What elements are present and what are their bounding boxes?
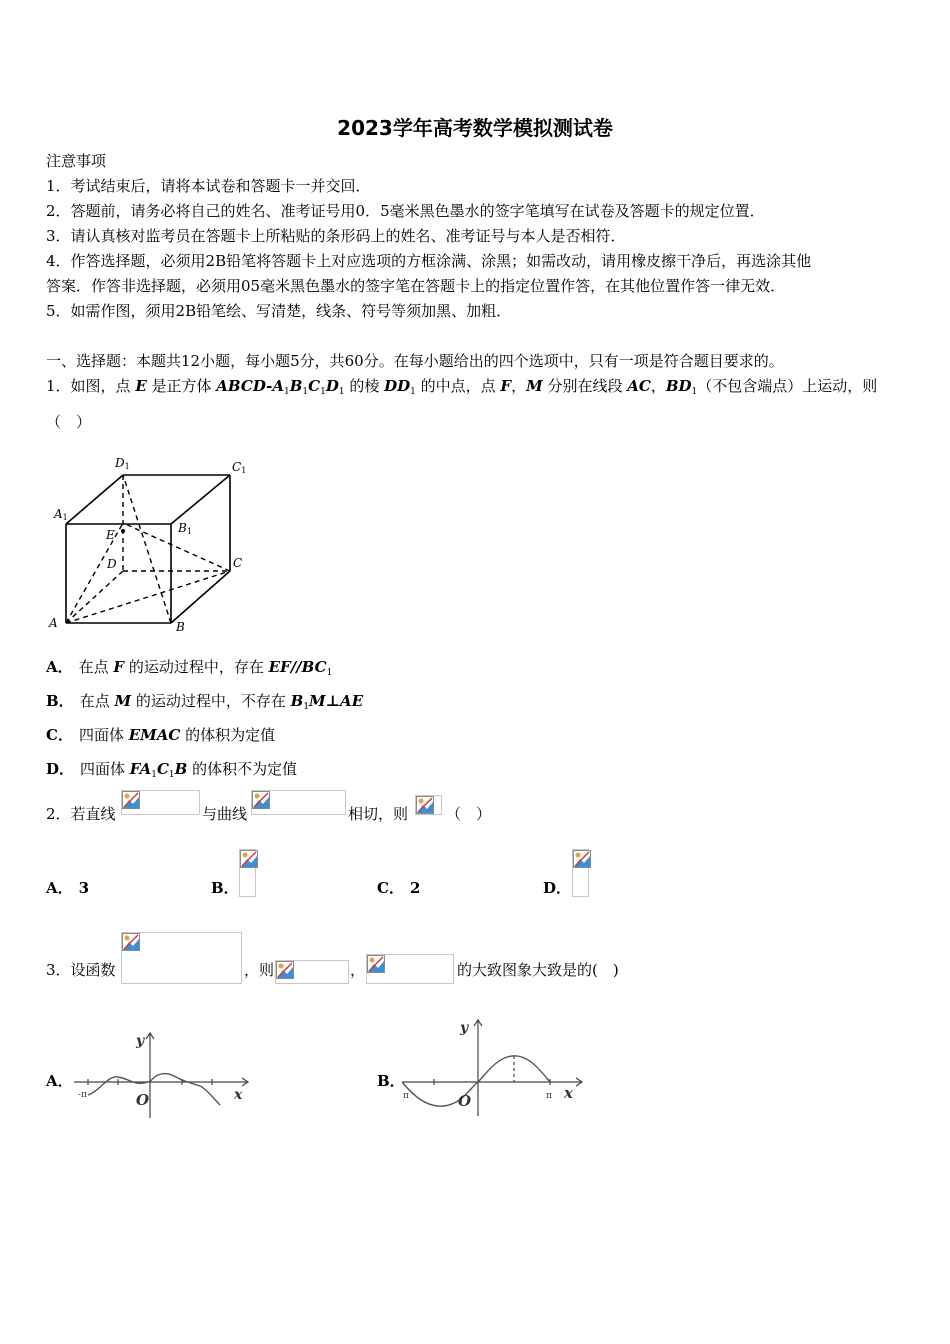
pi-right-label: π bbox=[546, 1091, 552, 1101]
q3-formula-2 bbox=[275, 960, 349, 984]
x-label: x bbox=[234, 1087, 243, 1103]
q3-text-4: 的大致图象大致是的( ) bbox=[457, 961, 619, 979]
point-E bbox=[121, 529, 125, 533]
label-C: C bbox=[233, 556, 243, 570]
broken-image-icon bbox=[240, 850, 258, 868]
neg-pi-label: -π bbox=[78, 1090, 87, 1100]
label-B1: B1 bbox=[178, 521, 192, 536]
notice-item-3: 3．请认真核对监考员在答题卡上所粘贴的条形码上的姓名、准考证号与本人是否相符． bbox=[46, 227, 626, 245]
label-C1: C1 bbox=[232, 460, 247, 475]
q1-option-c: C． 四面体 EMAC 的体积为定值 bbox=[46, 726, 276, 744]
q2-text-3: 相切，则 bbox=[348, 805, 409, 823]
q2-text-2: 与曲线 bbox=[202, 805, 248, 823]
label-D: D bbox=[107, 557, 117, 571]
broken-image-icon bbox=[367, 955, 385, 973]
broken-image-icon bbox=[122, 933, 140, 951]
q3-text-3: ， bbox=[350, 961, 366, 979]
origin-label: O bbox=[136, 1091, 150, 1109]
section-heading: 一、选择题：本题共12小题，每小题5分，共60分。在每小题给出的四个选项中，只有一项是符合题目要求的。 bbox=[46, 352, 784, 370]
q1-option-a: A． 在点 F 的运动过程中，存在 $EF//BC_1$ bbox=[46, 658, 333, 678]
q3-formula-function bbox=[121, 932, 242, 984]
q2-option-d-label: D． bbox=[543, 879, 572, 897]
q2-option-b-formula bbox=[239, 849, 256, 897]
q3-text-2: ，则 bbox=[244, 961, 275, 979]
label-D1: D1 bbox=[115, 456, 130, 471]
label-A1: A1 bbox=[54, 507, 68, 522]
y-label: y bbox=[136, 1033, 145, 1049]
q2-answer-paren: （ ） bbox=[446, 805, 492, 823]
cube-figure bbox=[44, 450, 259, 640]
q3-option-a-graph bbox=[70, 1025, 260, 1125]
notice-item-5: 5．如需作图，须用2B铅笔绘、写清楚，线条、符号等须加黑、加粗． bbox=[46, 302, 512, 320]
label-E: E bbox=[106, 528, 115, 542]
q2-label: 2．若直线 bbox=[46, 805, 116, 823]
curve bbox=[88, 1074, 220, 1105]
broken-image-icon bbox=[122, 791, 140, 809]
notice-item-4-cont: 答案．作答非选择题，必须用05毫米黑色墨水的签字笔在答题卡上的指定位置作答，在其他位置作答一律无效． bbox=[46, 277, 786, 295]
broken-image-icon bbox=[573, 850, 591, 868]
diag-BD1 bbox=[123, 475, 171, 623]
q1-option-d: D． 四面体 $FA_1C_1B$ 的体积不为定值 bbox=[46, 760, 298, 780]
q2-option-a: A． 3 bbox=[46, 879, 90, 897]
q2-option-d-formula bbox=[572, 849, 589, 897]
q3-label: 3．设函数 bbox=[46, 961, 116, 979]
notice-heading: 注意事项 bbox=[46, 152, 107, 170]
exam-title: 2023学年高考数学模拟测试卷 bbox=[337, 116, 613, 140]
curve bbox=[402, 1056, 550, 1106]
y-label: y bbox=[460, 1020, 469, 1036]
notice-item-4: 4．作答选择题，必须用2B铅笔将答题卡上对应选项的方框涂满、涂黑；如需改动，请用橡皮擦干净后，再选涂其他 bbox=[46, 252, 812, 270]
broken-image-icon bbox=[252, 791, 270, 809]
q3-option-b-graph bbox=[400, 1012, 590, 1120]
diag-AC bbox=[66, 571, 230, 623]
pi-left-label: π bbox=[403, 1091, 409, 1101]
edge-A1D1 bbox=[66, 475, 123, 524]
edge-BC bbox=[171, 571, 230, 623]
origin-label: O bbox=[458, 1092, 472, 1110]
label-A: A bbox=[49, 616, 58, 630]
q3-formula-3 bbox=[366, 954, 454, 984]
q1-stem: 1．如图，点 E 是正方体 ABCD-$A_1B_1C_1D_1$ 的棱 $DD_1$ 的中点，点 F，M 分别在线段 AC，$BD_1$（不包含端点）上运动，则 bbox=[46, 377, 878, 397]
q2-option-c: C． 2 bbox=[377, 879, 421, 897]
broken-image-icon bbox=[416, 796, 434, 814]
x-label: x bbox=[564, 1084, 573, 1102]
seg-CE bbox=[123, 523, 230, 571]
q2-formula-unknown bbox=[415, 795, 442, 815]
edge-AD bbox=[66, 571, 123, 623]
q2-option-b-label: B． bbox=[211, 879, 239, 897]
edge-B1C1 bbox=[171, 475, 230, 524]
label-B: B bbox=[176, 620, 185, 634]
q2-formula-curve bbox=[251, 790, 346, 815]
notice-item-2: 2．答题前，请务必将自己的姓名、准考证号用0．5毫米黑色墨水的签字笔填写在试卷及答题卡的规定位置． bbox=[46, 202, 765, 220]
notice-item-1: 1．考试结束后，请将本试卷和答题卡一并交回． bbox=[46, 177, 371, 195]
q3-option-b-label: B． bbox=[377, 1072, 405, 1090]
q2-formula-line bbox=[121, 790, 200, 815]
q3-option-a-label: A． bbox=[46, 1072, 73, 1090]
q1-option-b: B． 在点 M 的运动过程中，不存在 $B_1M\perp AE$ bbox=[46, 692, 364, 712]
q1-answer-paren: （ ） bbox=[46, 413, 92, 431]
broken-image-icon bbox=[276, 961, 294, 979]
